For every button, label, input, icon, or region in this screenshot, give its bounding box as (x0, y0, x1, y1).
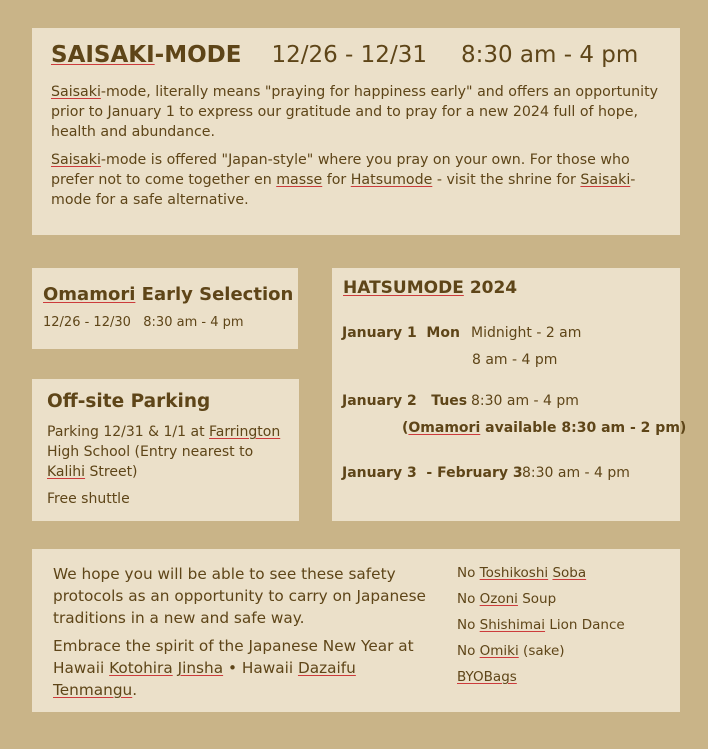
jan1-label: January 1 Mon (342, 325, 460, 341)
saisaki-title-row (51, 42, 662, 68)
hatsumode-title: HATSUMODE 2024 (343, 278, 518, 298)
jan2-label: January 2 Tues (342, 393, 468, 409)
parking-title: Off-site Parking (47, 391, 211, 412)
saisaki-alternative: Saisaki-mode is offered "Japan-style" where you pray on your own. For those who prefer not to come together en masse for Hatsumode - visit the shrine for Saisaki-mode for a safe alternative. (51, 152, 636, 208)
list-item: No Ozoni Soup (457, 591, 557, 607)
saisaki-title: SAISAKI-MODE (51, 42, 242, 68)
embrace-message: Embrace the spirit of the Japanese New Year at Hawaii Kotohira Jinsha • Hawaii Dazaifu Tenmangu. (53, 637, 414, 699)
omamori-panel (32, 268, 298, 349)
parking-panel (32, 379, 299, 521)
no-items-list (457, 563, 625, 693)
jan3-label: January 3 - February 3 (342, 465, 523, 481)
footer-panel (32, 549, 680, 712)
saisaki-description: Saisaki-mode, literally means "praying for happiness early" and offers an opportunity prior to January 1 to express our gratitude and to pray for a new 2024 full of hope, health and abundance. (51, 84, 659, 140)
jan3-time: 8:30 am - 4 pm (522, 465, 630, 481)
saisaki-mode-panel (32, 28, 680, 235)
omamori-schedule: 12/26 - 12/30 8:30 am - 4 pm (43, 315, 244, 330)
list-item: No Toshikoshi Soba (457, 565, 587, 581)
jan1-time-midnight: Midnight - 2 am (471, 325, 582, 341)
omamori-title: Omamori Early Selection (43, 284, 294, 305)
parking-details: Parking 12/31 & 1/1 at Farrington High School (Entry nearest to Kalihi Street) (47, 424, 281, 480)
footer-message (53, 563, 433, 701)
jan1-time-day: 8 am - 4 pm (472, 352, 558, 368)
hatsumode-panel (332, 268, 687, 521)
list-item: BYOBags (457, 669, 517, 685)
jan2-omamori-note: (Omamori available 8:30 am - 2 pm) (402, 420, 687, 436)
list-item: No Omiki (sake) (457, 643, 565, 659)
list-item: No Shishimai Lion Dance (457, 617, 625, 633)
saisaki-dates: 12/26 - 12/31 (271, 42, 427, 68)
saisaki-hours: 8:30 am - 4 pm (460, 42, 639, 68)
jan2-time: 8:30 am - 4 pm (471, 393, 579, 409)
shuttle-note: Free shuttle (47, 491, 130, 507)
safety-message: We hope you will be able to see these safety protocols as an opportunity to carry on Japanese traditions in a new and safe way. (53, 565, 426, 627)
